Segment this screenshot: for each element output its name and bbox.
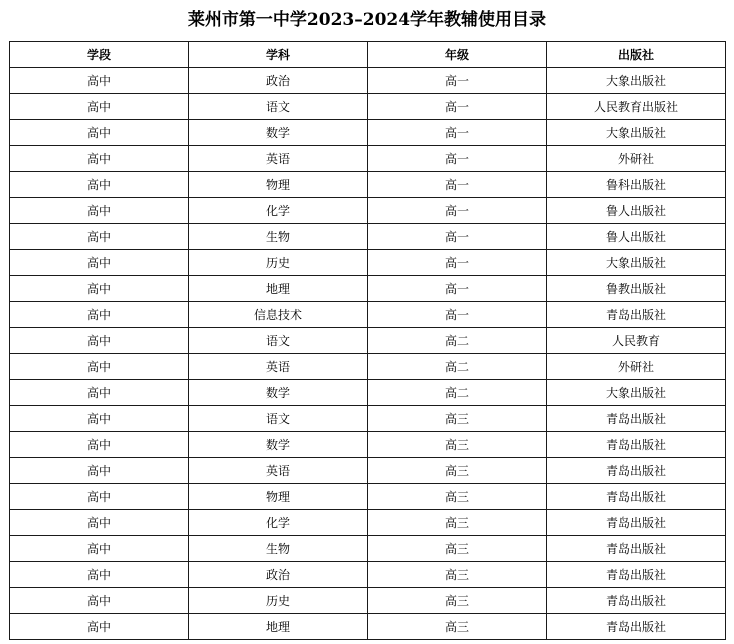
cell-grade: 高二 (368, 354, 547, 380)
cell-publisher: 人民教育出版社 (547, 94, 726, 120)
cell-stage: 高中 (10, 380, 189, 406)
cell-grade: 高二 (368, 380, 547, 406)
cell-publisher: 青岛出版社 (547, 614, 726, 640)
cell-grade: 高三 (368, 406, 547, 432)
cell-stage: 高中 (10, 614, 189, 640)
cell-grade: 高一 (368, 68, 547, 94)
table-row (10, 328, 726, 354)
cell-publisher: 青岛出版社 (547, 484, 726, 510)
cell-publisher: 青岛出版社 (547, 562, 726, 588)
cell-grade: 高一 (368, 224, 547, 250)
page-title: 莱州市第一中学2023–2024学年教辅使用目录 (187, 10, 547, 30)
cell-publisher: 青岛出版社 (547, 406, 726, 432)
table-row (10, 406, 726, 432)
table-row (10, 302, 726, 328)
cell-stage: 高中 (10, 302, 189, 328)
cell-subject: 生物 (189, 224, 368, 250)
cell-grade: 高一 (368, 198, 547, 224)
cell-grade: 高一 (368, 172, 547, 198)
cell-publisher: 鲁科出版社 (547, 172, 726, 198)
cell-stage: 高中 (10, 536, 189, 562)
cell-stage: 高中 (10, 484, 189, 510)
cell-stage: 高中 (10, 510, 189, 536)
column-header-subject: 学科 (189, 42, 368, 68)
cell-stage: 高中 (10, 458, 189, 484)
cell-subject: 语文 (189, 328, 368, 354)
cell-subject: 政治 (189, 68, 368, 94)
cell-stage: 高中 (10, 354, 189, 380)
cell-stage: 高中 (10, 224, 189, 250)
table-row (10, 458, 726, 484)
cell-stage: 高中 (10, 146, 189, 172)
cell-publisher: 青岛出版社 (547, 510, 726, 536)
cell-subject: 物理 (189, 484, 368, 510)
cell-grade: 高三 (368, 458, 547, 484)
cell-publisher: 鲁教出版社 (547, 276, 726, 302)
cell-grade: 高三 (368, 484, 547, 510)
cell-grade: 高一 (368, 302, 547, 328)
cell-publisher: 青岛出版社 (547, 536, 726, 562)
table-row (10, 276, 726, 302)
cell-subject: 生物 (189, 536, 368, 562)
table-row (10, 562, 726, 588)
cell-stage: 高中 (10, 588, 189, 614)
cell-publisher: 外研社 (547, 146, 726, 172)
table-row (10, 588, 726, 614)
table-row (10, 198, 726, 224)
cell-stage: 高中 (10, 68, 189, 94)
cell-publisher: 大象出版社 (547, 68, 726, 94)
cell-stage: 高中 (10, 250, 189, 276)
cell-subject: 数学 (189, 380, 368, 406)
cell-publisher: 大象出版社 (547, 250, 726, 276)
cell-subject: 地理 (189, 276, 368, 302)
cell-stage: 高中 (10, 562, 189, 588)
cell-publisher: 大象出版社 (547, 120, 726, 146)
table-row (10, 224, 726, 250)
column-header-grade: 年级 (368, 42, 547, 68)
cell-subject: 数学 (189, 432, 368, 458)
table-row (10, 68, 726, 94)
cell-grade: 高一 (368, 120, 547, 146)
table-row (10, 94, 726, 120)
table-row (10, 354, 726, 380)
cell-grade: 高三 (368, 562, 547, 588)
cell-publisher: 人民教育 (547, 328, 726, 354)
cell-grade: 高二 (368, 328, 547, 354)
cell-subject: 化学 (189, 510, 368, 536)
table-body (10, 68, 726, 640)
table-row (10, 614, 726, 640)
cell-grade: 高一 (368, 146, 547, 172)
cell-grade: 高三 (368, 510, 547, 536)
cell-grade: 高三 (368, 614, 547, 640)
cell-stage: 高中 (10, 94, 189, 120)
cell-subject: 英语 (189, 354, 368, 380)
table-row (10, 380, 726, 406)
table-row (10, 510, 726, 536)
table-row (10, 432, 726, 458)
cell-subject: 英语 (189, 458, 368, 484)
cell-publisher: 青岛出版社 (547, 588, 726, 614)
cell-grade: 高三 (368, 588, 547, 614)
cell-grade: 高一 (368, 250, 547, 276)
cell-publisher: 青岛出版社 (547, 432, 726, 458)
cell-stage: 高中 (10, 172, 189, 198)
cell-stage: 高中 (10, 432, 189, 458)
cell-grade: 高一 (368, 276, 547, 302)
cell-publisher: 鲁人出版社 (547, 198, 726, 224)
table-row (10, 536, 726, 562)
table-row (10, 120, 726, 146)
cell-stage: 高中 (10, 328, 189, 354)
cell-subject: 语文 (189, 94, 368, 120)
cell-subject: 历史 (189, 588, 368, 614)
cell-publisher: 青岛出版社 (547, 302, 726, 328)
table-row (10, 484, 726, 510)
cell-subject: 英语 (189, 146, 368, 172)
cell-stage: 高中 (10, 276, 189, 302)
cell-subject: 化学 (189, 198, 368, 224)
cell-stage: 高中 (10, 120, 189, 146)
column-header-publisher: 出版社 (547, 42, 726, 68)
cell-subject: 语文 (189, 406, 368, 432)
cell-stage: 高中 (10, 198, 189, 224)
catalog-table (9, 41, 726, 640)
cell-grade: 高三 (368, 432, 547, 458)
cell-stage: 高中 (10, 406, 189, 432)
column-header-stage: 学段 (10, 42, 189, 68)
cell-subject: 地理 (189, 614, 368, 640)
cell-subject: 数学 (189, 120, 368, 146)
cell-publisher: 外研社 (547, 354, 726, 380)
cell-subject: 物理 (189, 172, 368, 198)
cell-publisher: 大象出版社 (547, 380, 726, 406)
cell-grade: 高三 (368, 536, 547, 562)
cell-publisher: 鲁人出版社 (547, 224, 726, 250)
table-row (10, 172, 726, 198)
cell-publisher: 青岛出版社 (547, 458, 726, 484)
cell-subject: 政治 (189, 562, 368, 588)
cell-subject: 历史 (189, 250, 368, 276)
table-header-row (10, 42, 726, 68)
cell-grade: 高一 (368, 94, 547, 120)
cell-subject: 信息技术 (189, 302, 368, 328)
table-row (10, 146, 726, 172)
table-row (10, 250, 726, 276)
